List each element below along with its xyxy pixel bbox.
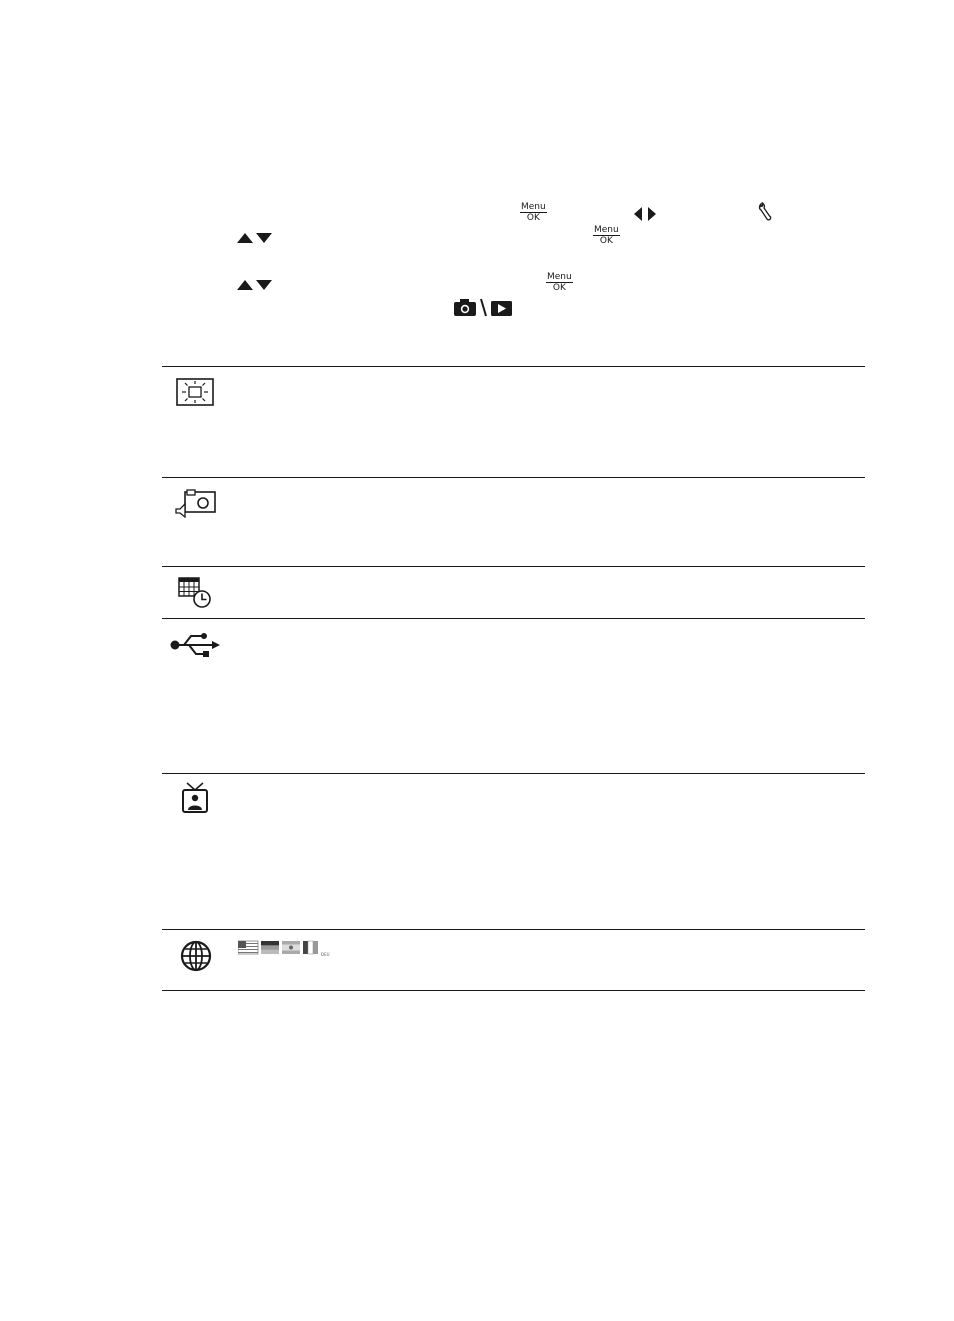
usb-icon (170, 631, 222, 659)
table-rule (162, 773, 865, 774)
language-globe-icon (180, 940, 212, 972)
ok-label: OK (526, 213, 540, 223)
camera-playback-toggle-icon (453, 297, 513, 317)
table-rule (162, 366, 865, 367)
tv-icon (180, 782, 210, 814)
display-brightness-icon (176, 378, 214, 406)
camera-sounds-icon (175, 488, 217, 518)
language-flags-icon (238, 940, 318, 956)
wrench-icon (757, 202, 773, 222)
table-rule (162, 566, 865, 567)
menu-ok-button-glyph (546, 272, 573, 293)
language-more-label: DEU (321, 952, 330, 957)
menu-label: Menu (594, 225, 619, 235)
left-right-arrows-icon (633, 206, 657, 222)
menu-label: Menu (521, 202, 546, 212)
menu-label: Menu (547, 272, 572, 282)
table-rule (162, 477, 865, 478)
up-down-arrows-icon (237, 232, 273, 244)
ok-label: OK (599, 236, 613, 246)
table-rule (162, 618, 865, 619)
table-rule (162, 990, 865, 991)
menu-ok-button-glyph (520, 202, 547, 223)
table-rule (162, 929, 865, 930)
ok-label: OK (552, 283, 566, 293)
date-time-icon (178, 577, 212, 609)
menu-ok-button-glyph (593, 225, 620, 246)
up-down-arrows-icon (237, 279, 273, 291)
